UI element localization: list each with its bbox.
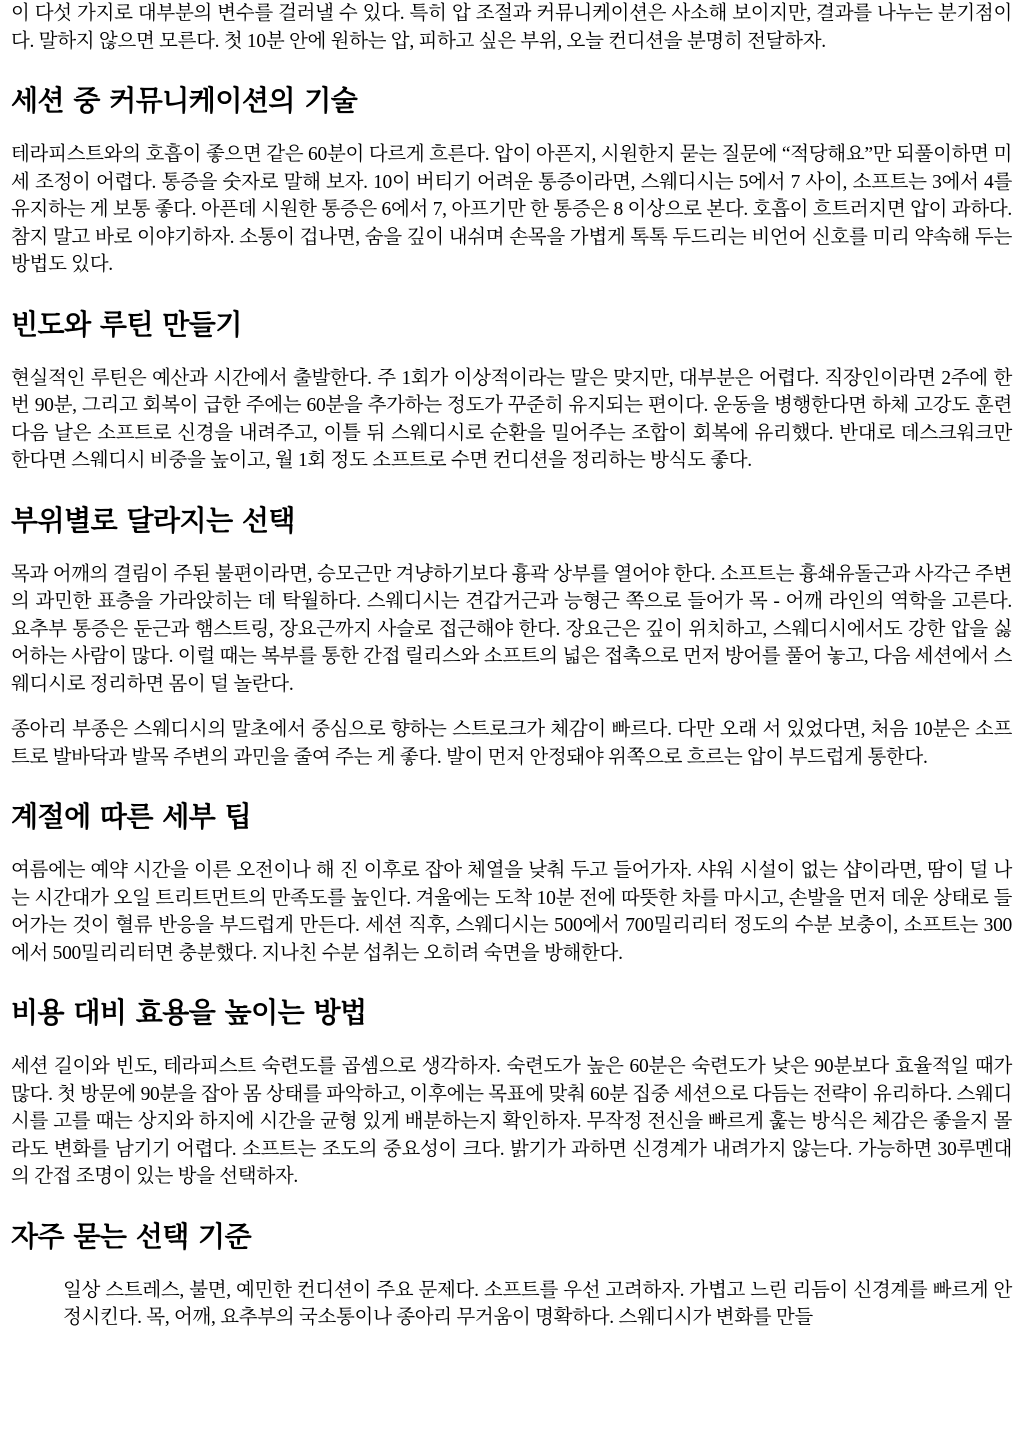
section-title-seasonal-tips: 계절에 따른 세부 팁 [11, 800, 252, 833]
paragraph-cost-efficiency: 세션 길이와 빈도, 테라피스트 숙련도를 곱셈으로 생각하자. 숙련도가 높은 60분은 숙련도가 낮은 90분보다 효율적일 때가 많다. 첫 방문에 90분을 잡아 몸 상태를 파악하고, 이후에는 목표에 맞춰 60분 집중 세션으로 다듬는 전략이 유리하다. 스웨디시를 고를 때는 상지와 하지에 시간을 균형 있게 배분하는지 확인하자. 무작정 전신을 빠르게 훑는 방식은 체감은 좋을지 몰라도 변화를 남기기 어렵다. 소프트는 조도의 중요성이 크다. 밝기가 과하면 신경계가 내려가지 않는다. 가능하면 30루멘대의 간접 조명이 있는 방을 선택하자. [11, 1056, 1012, 1187]
section-routine [11, 307, 1012, 475]
paragraph-calf-swelling: 종아리 부종은 스웨디시의 말초에서 중심으로 향하는 스트로크가 체감이 빠르다. 다만 오래 서 있었다면, 처음 10분은 소프트로 발바닥과 발목 주변의 과민을 줄여 주는 게 좋다. 발이 먼저 안정돼야 위쪽으로 흐르는 압이 부드럽게 통한다. [11, 719, 1012, 768]
section-seasonal-tips [11, 799, 1012, 967]
intro-paragraph: 이 다섯 가지로 대부분의 변수를 걸러낼 수 있다. 특히 압 조절과 커뮤니케이션은 사소해 보이지만, 결과를 나누는 분기점이다. 말하지 않으면 모른다. 첫 10분 안에 원하는 압, 피하고 싶은 부위, 오늘 컨디션을 분명히 전달하자. [11, 3, 1012, 52]
section-communication [11, 83, 1012, 279]
faq-quote [11, 1277, 1012, 1332]
paragraph-seasonal-tips: 여름에는 예약 시간을 이른 오전이나 해 진 이후로 잡아 체열을 낮춰 두고 들어가자. 샤워 시설이 없는 샵이라면, 땀이 덜 나는 시간대가 오일 트리트먼트의 만족도를 높인다. 겨울에는 도착 10분 전에 따뜻한 차를 마시고, 손발을 먼저 데운 상태로 들어가는 것이 혈류 반응을 부드럽게 만든다. 세션 직후, 스웨디시는 500에서 700밀리리터 정도의 수분 보충이, 소프트는 300에서 500밀리리터면 충분했다. 지나친 수분 섭취는 오히려 숙면을 방해한다. [11, 860, 1012, 964]
paragraph-routine: 현실적인 루틴은 예산과 시간에서 출발한다. 주 1회가 이상적이라는 말은 맞지만, 대부분은 어렵다. 직장인이라면 2주에 한 번 90분, 그리고 회복이 급한 주에는 60분을 추가하는 정도가 꾸준히 유지되는 편이다. 운동을 병행한다면 하체 고강도 훈련 다음 날은 소프트로 신경을 내려주고, 이틀 뒤 스웨디시로 순환을 밀어주는 조합이 회복에 유리했다. 반대로 데스크워크만 한다면 스웨디시 비중을 높이고, 월 1회 정도 소프트로 수면 컨디션을 정리하는 방식도 좋다. [11, 367, 1012, 471]
section-body-parts [11, 503, 1012, 772]
section-faq [11, 1219, 1012, 1332]
section-title-faq: 자주 묻는 선택 기준 [11, 1219, 252, 1253]
section-cost-efficiency [11, 995, 1012, 1191]
faq-quote-text: 일상 스트레스, 불면, 예민한 컨디션이 주요 문제다. 소프트를 우선 고려하자. 가볍고 느린 리듬이 신경계를 빠르게 안정시킨다. 목, 어깨, 요추부의 국소통이나 종아리 무거움이 명확하다. 스웨디시가 변화를 만들 [63, 1279, 1012, 1328]
section-title-body-parts: 부위별로 달라지는 선택 [11, 503, 295, 537]
section-title-communication: 세션 중 커뮤니케이션의 기술 [11, 84, 358, 117]
paragraph-communication: 테라피스트와의 호흡이 좋으면 같은 60분이 다르게 흐른다. 압이 아픈지, 시원한지 묻는 질문에 “적당해요”만 되풀이하면 미세 조정이 어렵다. 통증을 숫자로 말해 보자. 10이 버티기 어려운 통증이라면, 스웨디시는 5에서 7 사이, 소프트는 3에서 4를 유지하는 게 보통 좋다. 아픈데 시원한 통증은 6에서 7, 아프기만 한 통증은 8 이상으로 본다. 호흡이 흐트러지면 압이 과하다. 참지 말고 바로 이야기하자. 소통이 겁나면, 숨을 깊이 내쉬며 손목을 가볍게 톡톡 두드리는 비언어 신호를 미리 약속해 두는 방법도 있다. [11, 144, 1012, 275]
section-title-cost-efficiency: 비용 대비 효용을 높이는 방법 [11, 996, 367, 1029]
section-title-routine: 빈도와 루틴 만들기 [11, 307, 242, 341]
paragraph-neck-shoulder: 목과 어깨의 결림이 주된 불편이라면, 승모근만 겨냥하기보다 흉곽 상부를 열어야 한다. 소프트는 흉쇄유돌근과 사각근 주변의 과민한 표층을 가라앉히는 데 탁월하다. 스웨디시는 견갑거근과 능형근 쪽으로 들어가 목 - 어깨 라인의 역학을 고른다. 요추부 통증은 둔근과 햄스트링, 장요근까지 사슬로 접근해야 한다. 장요근은 깊이 위치하고, 스웨디시에서도 강한 압을 싫어하는 사람이 많다. 이럴 때는 복부를 통한 간접 릴리스와 소프트의 넓은 접촉으로 먼저 방어를 풀어 놓고, 다음 세션에서 스웨디시로 정리하면 몸이 덜 놀란다. [11, 563, 1012, 695]
